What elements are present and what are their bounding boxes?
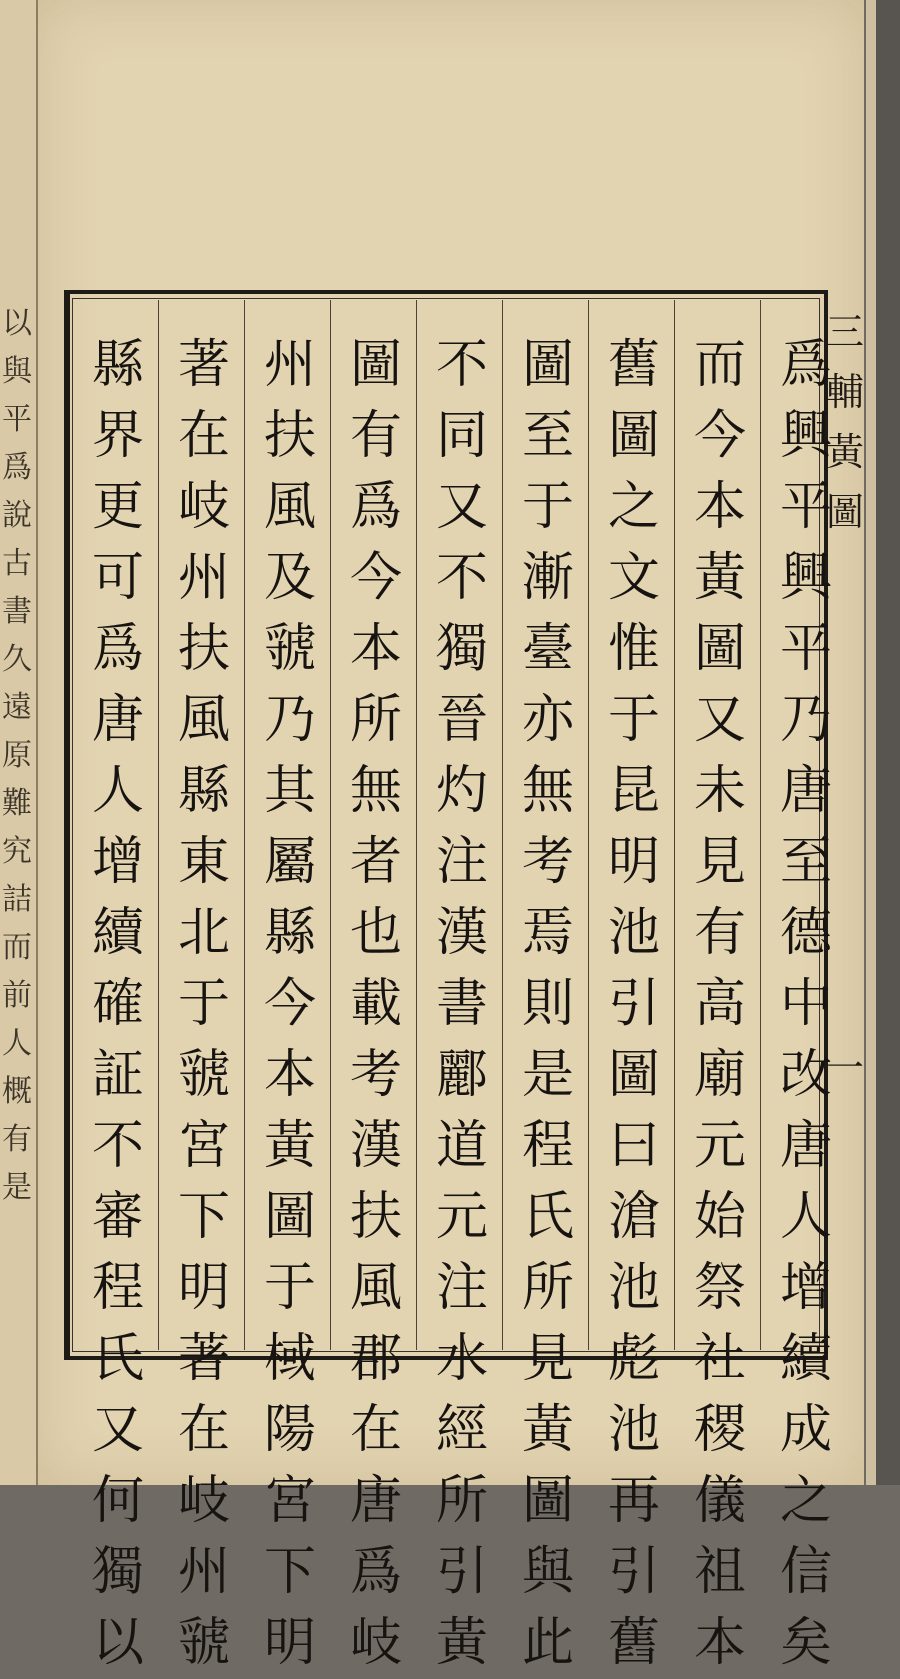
text-column-9: 縣界更可爲唐人增續確証不審程氏又何獨以	[91, 335, 144, 1673]
text-column-1: 爲興平興平乃唐至德中改唐人增續成之信矣	[779, 335, 832, 1673]
text-column-3: 舊圖之文惟于昆明池引圖曰滄池彪池再引舊	[607, 335, 660, 1673]
column-rule	[158, 300, 159, 1350]
previous-leaf-edge	[0, 0, 38, 1485]
block-heart-title: 三輔黃圖	[826, 310, 865, 534]
column-rule	[416, 300, 417, 1350]
column-rule	[674, 300, 675, 1350]
binding-strip	[866, 0, 876, 1485]
previous-leaf-text: 以與平爲說古書久遠原難究詰而前人概有是	[2, 306, 32, 1205]
text-column-7: 州扶風及虢乃其屬縣今本黃圖于棫陽宮下明	[263, 335, 316, 1673]
text-column-4: 圖至于漸臺亦無考焉則是程氏所見黃圖與此	[521, 335, 574, 1673]
binding-edge	[866, 0, 900, 1485]
column-rule	[330, 300, 331, 1350]
text-column-8: 著在岐州扶風縣東北于虢宮下明著在岐州虢	[177, 335, 230, 1673]
column-rule	[502, 300, 503, 1350]
text-column-2: 而今本黃圖又未見有高廟元始祭社稷儀祖本	[693, 335, 746, 1673]
text-column-6: 圖有爲今本所無者也載考漢扶風郡在唐爲岐	[349, 335, 402, 1673]
folio-number: 一	[826, 1046, 865, 1090]
column-rule	[760, 300, 761, 1350]
column-rule	[244, 300, 245, 1350]
text-column-5: 不同又不獨晉灼注漢書酈道元注水經所引黃	[435, 335, 488, 1673]
column-rule	[588, 300, 589, 1350]
